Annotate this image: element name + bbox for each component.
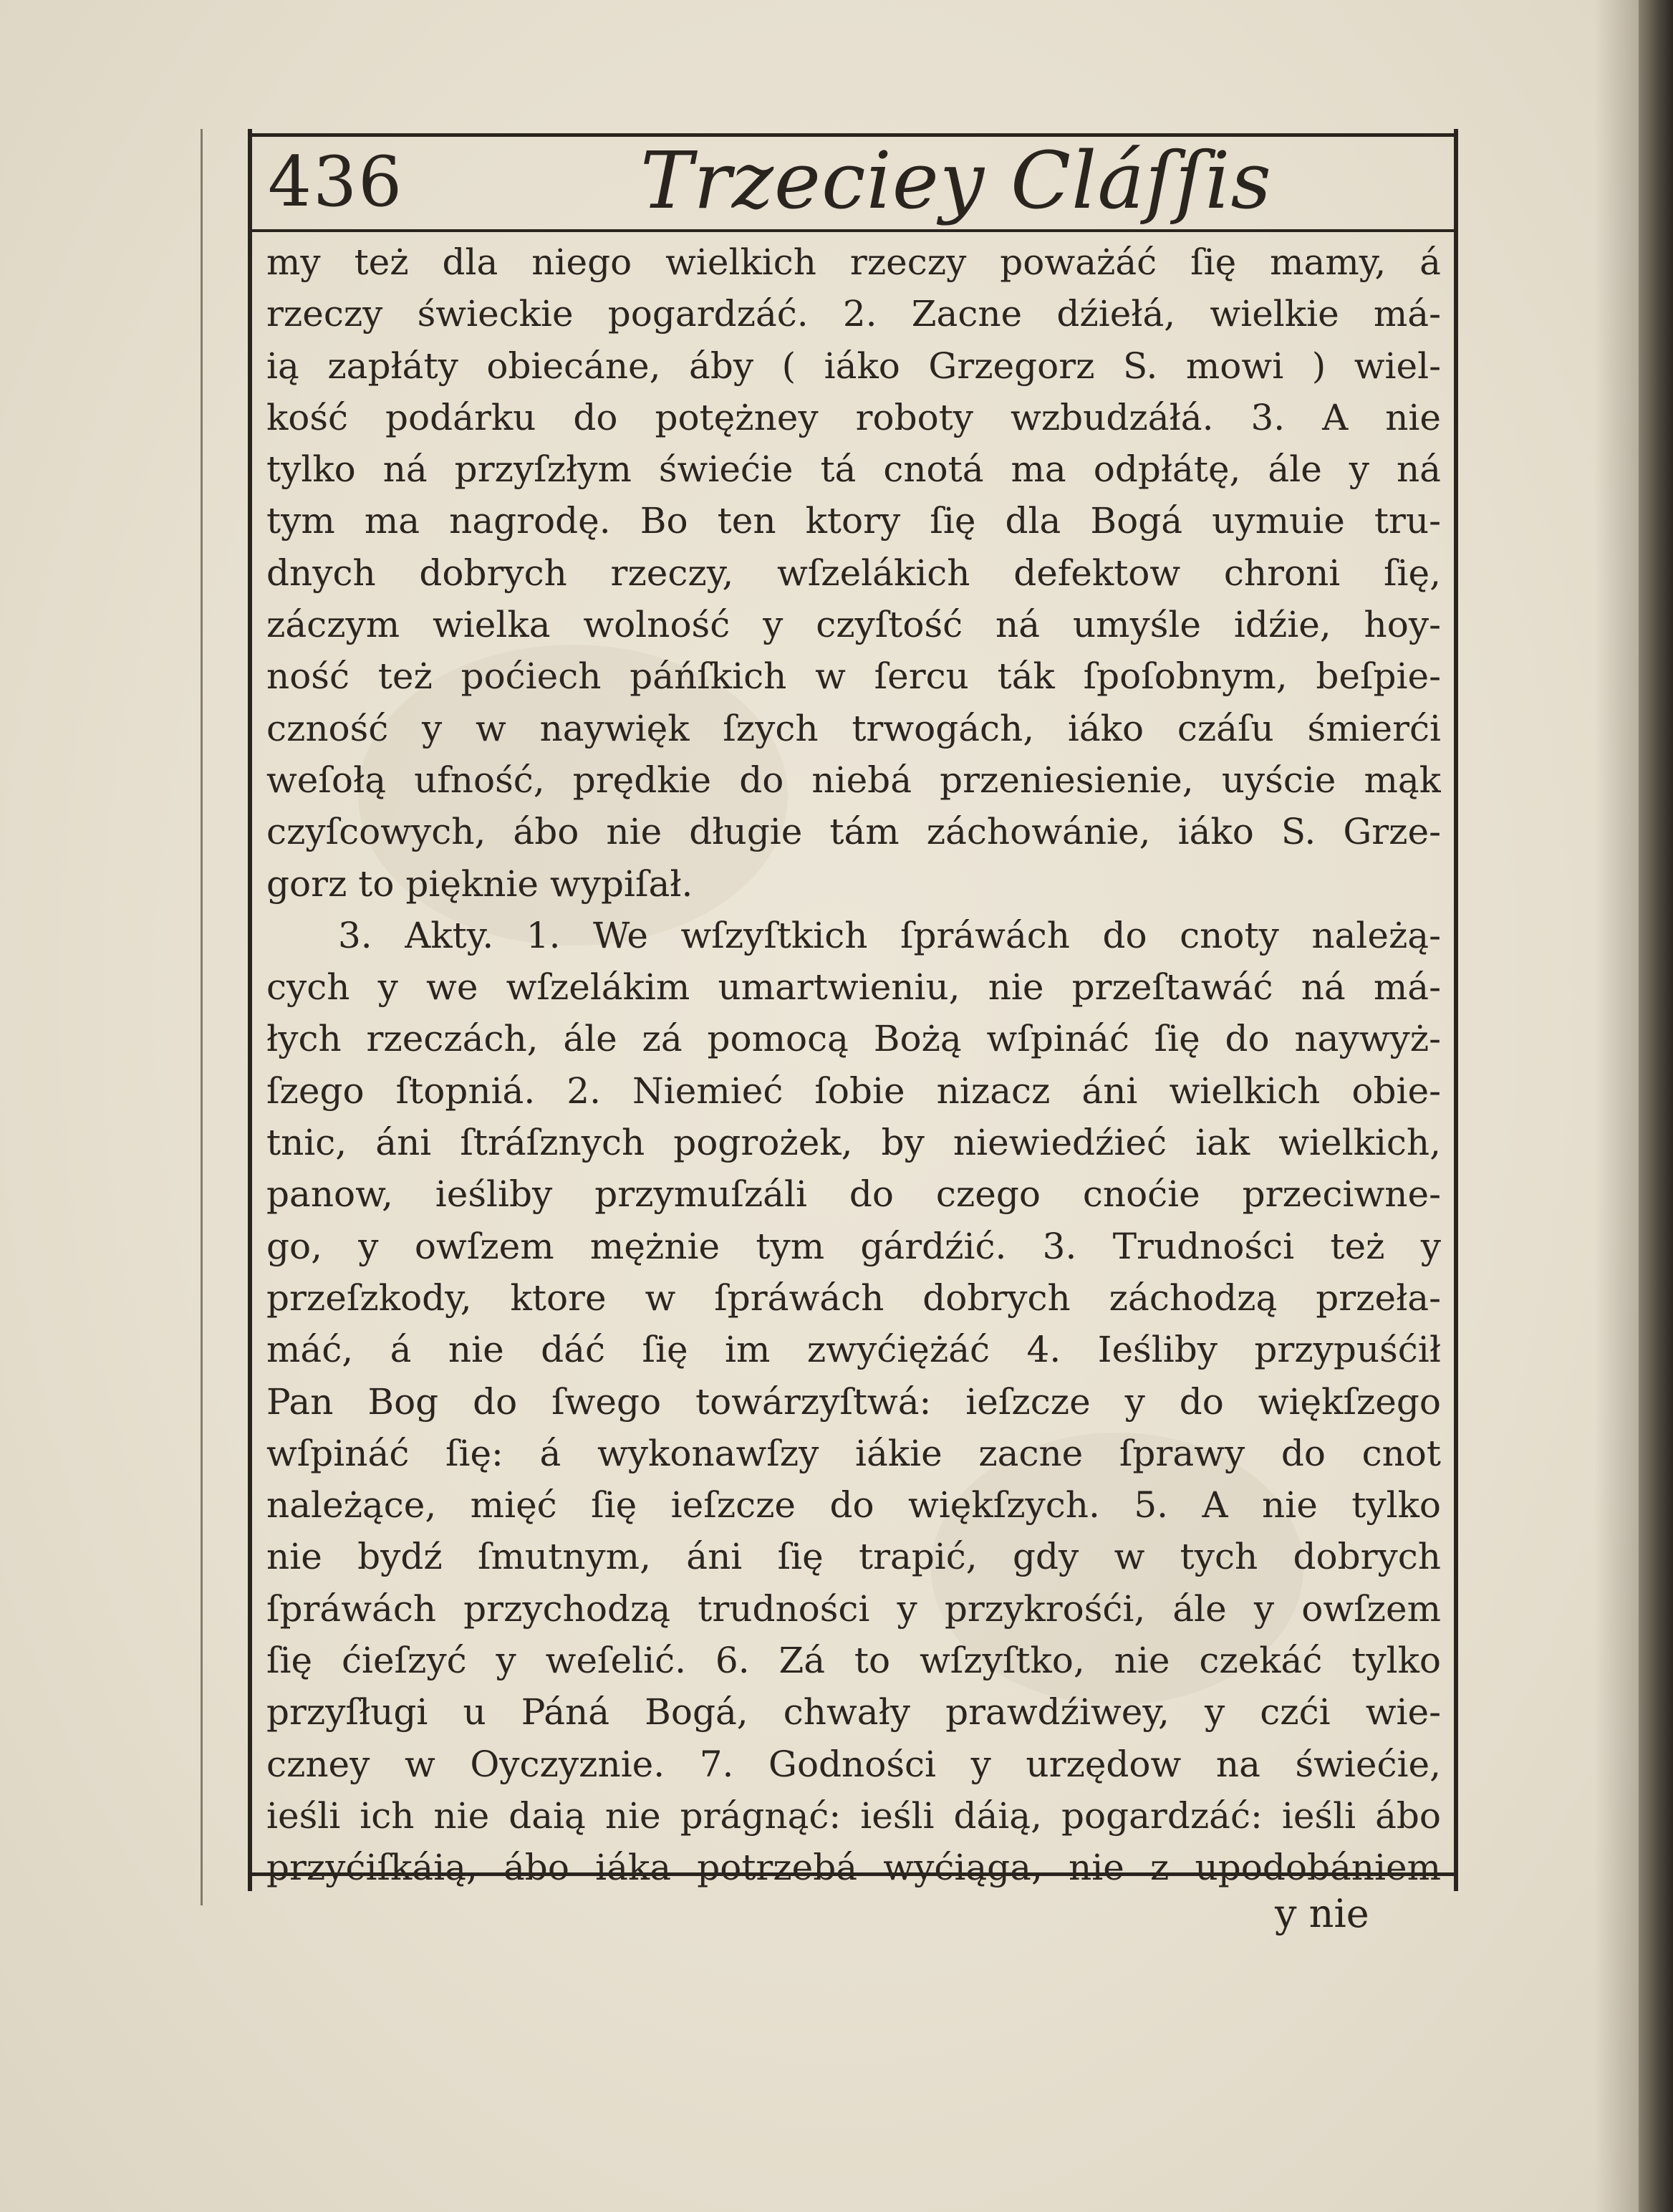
margin-mark: [201, 129, 203, 1905]
text-line: tym ma nagrodę. Bo ten ktory ſię dla Bogá uymuie tru-: [266, 500, 1441, 542]
running-title: Trzeciey Cláſſis: [640, 135, 1272, 226]
text-line: 3. Akty. 1. We wſzyſtkich ſpráwách do cnoty należą-: [338, 914, 1441, 956]
text-line: panow, ieśliby przymuſzáli do czego cnoćie przeciwne-: [266, 1173, 1441, 1216]
text-line: tnic, áni ſtráſznych pogrożek, by niewiedźieć iak wielkich,: [266, 1122, 1441, 1164]
header-rule: [248, 229, 1458, 232]
catchword: y nie: [1275, 1891, 1369, 1936]
page-body: [266, 236, 1441, 1894]
text-line: dnych dobrych rzeczy, wſzelákich defektow chroni ſię,: [266, 552, 1441, 594]
text-line: gorz to pięknie wypiſał.: [266, 862, 693, 905]
text-line: wſpináć ſię: á wykonawſzy iákie zacne ſprawy do cnot: [266, 1432, 1441, 1474]
text-line: czney w Oyczyznie. 7. Godności y urzędow na świećie,: [266, 1743, 1441, 1785]
text-line: cych y we wſzelákim umartwieniu, nie przeſtawáć ná má-: [266, 966, 1441, 1009]
adjacent-page-edge: [1639, 0, 1673, 2212]
text-line: ſię ćieſzyć y weſelić. 6. Zá to wſzyſtko, nie czekáć tylko: [266, 1640, 1441, 1682]
text-line: Pan Bog do ſwego towárzyſtwá: ieſzcze y do więkſzego: [266, 1380, 1441, 1423]
text-line: ieśli ich nie daią nie prágnąć: ieśli dáią, pogardzáć: ieśli ábo: [266, 1794, 1441, 1837]
text-line: ność też poćiech páńſkich w ſercu ták ſpoſobnym, beſpie-: [266, 655, 1441, 698]
text-line: ią zapłáty obiecáne, áby ( iáko Grzegorz S. mowi ) wiel-: [266, 345, 1441, 387]
text-line: go, y owſzem mężnie tym gárdźić. 3. Trudności też y: [266, 1225, 1441, 1267]
running-head: [268, 135, 1442, 228]
text-line: łych rzeczách, ále zá pomocą Bożą wſpináć ſię do naywyż-: [266, 1018, 1441, 1060]
page-number: 436: [268, 142, 404, 222]
text-line: my też dla niego wielkich rzeczy poważáć ſię mamy, á: [266, 241, 1441, 283]
text-line: przyſługi u Páná Bogá, chwały prawdźiwey, y czći wie-: [266, 1691, 1441, 1733]
text-line: nie bydź ſmutnym, áni ſię trapić, gdy w tych dobrych: [266, 1536, 1441, 1578]
text-line: ſzego ſtopniá. 2. Niemieć ſobie nizacz áni wielkich obie-: [266, 1069, 1441, 1112]
text-line: czność y w naywięk ſzych trwogách, iáko czáſu śmierći: [266, 707, 1441, 749]
text-line: weſołą ufność, prędkie do niebá przeniesienie, uyście mąk: [266, 759, 1441, 801]
text-line: kość podárku do potężney roboty wzbudzáłá. 3. A nie: [266, 396, 1441, 438]
text-line: ſpráwách przychodzą trudności y przykrośći, ále y owſzem: [266, 1587, 1441, 1630]
text-line: záczym wielka wolność y czyſtość ná umyśle idźie, hoy-: [266, 604, 1441, 646]
text-line: czyſcowych, ábo nie długie tám záchowánie, iáko S. Grze-: [266, 811, 1441, 853]
text-line: rzeczy świeckie pogardzáć. 2. Zacne dźiełá, wielkie má-: [266, 293, 1441, 335]
text-line: należące, mięć ſię ieſzcze do więkſzych. 5. A nie tylko: [266, 1484, 1441, 1526]
text-line: máć, á nie dáć ſię im zwyćiężáć 4. Ieśliby przypuśćił: [266, 1329, 1441, 1371]
text-line: tylko ná przyſzłym świećie tá cnotá ma odpłátę, ále y ná: [266, 448, 1441, 491]
text-line: przeſzkody, ktore w ſpráwách dobrych záchodzą przeła-: [266, 1276, 1441, 1319]
text-line: przyćiſkáią, ábo iáka potrzebá wyćiąga, nie z upodobániem: [266, 1847, 1441, 1889]
